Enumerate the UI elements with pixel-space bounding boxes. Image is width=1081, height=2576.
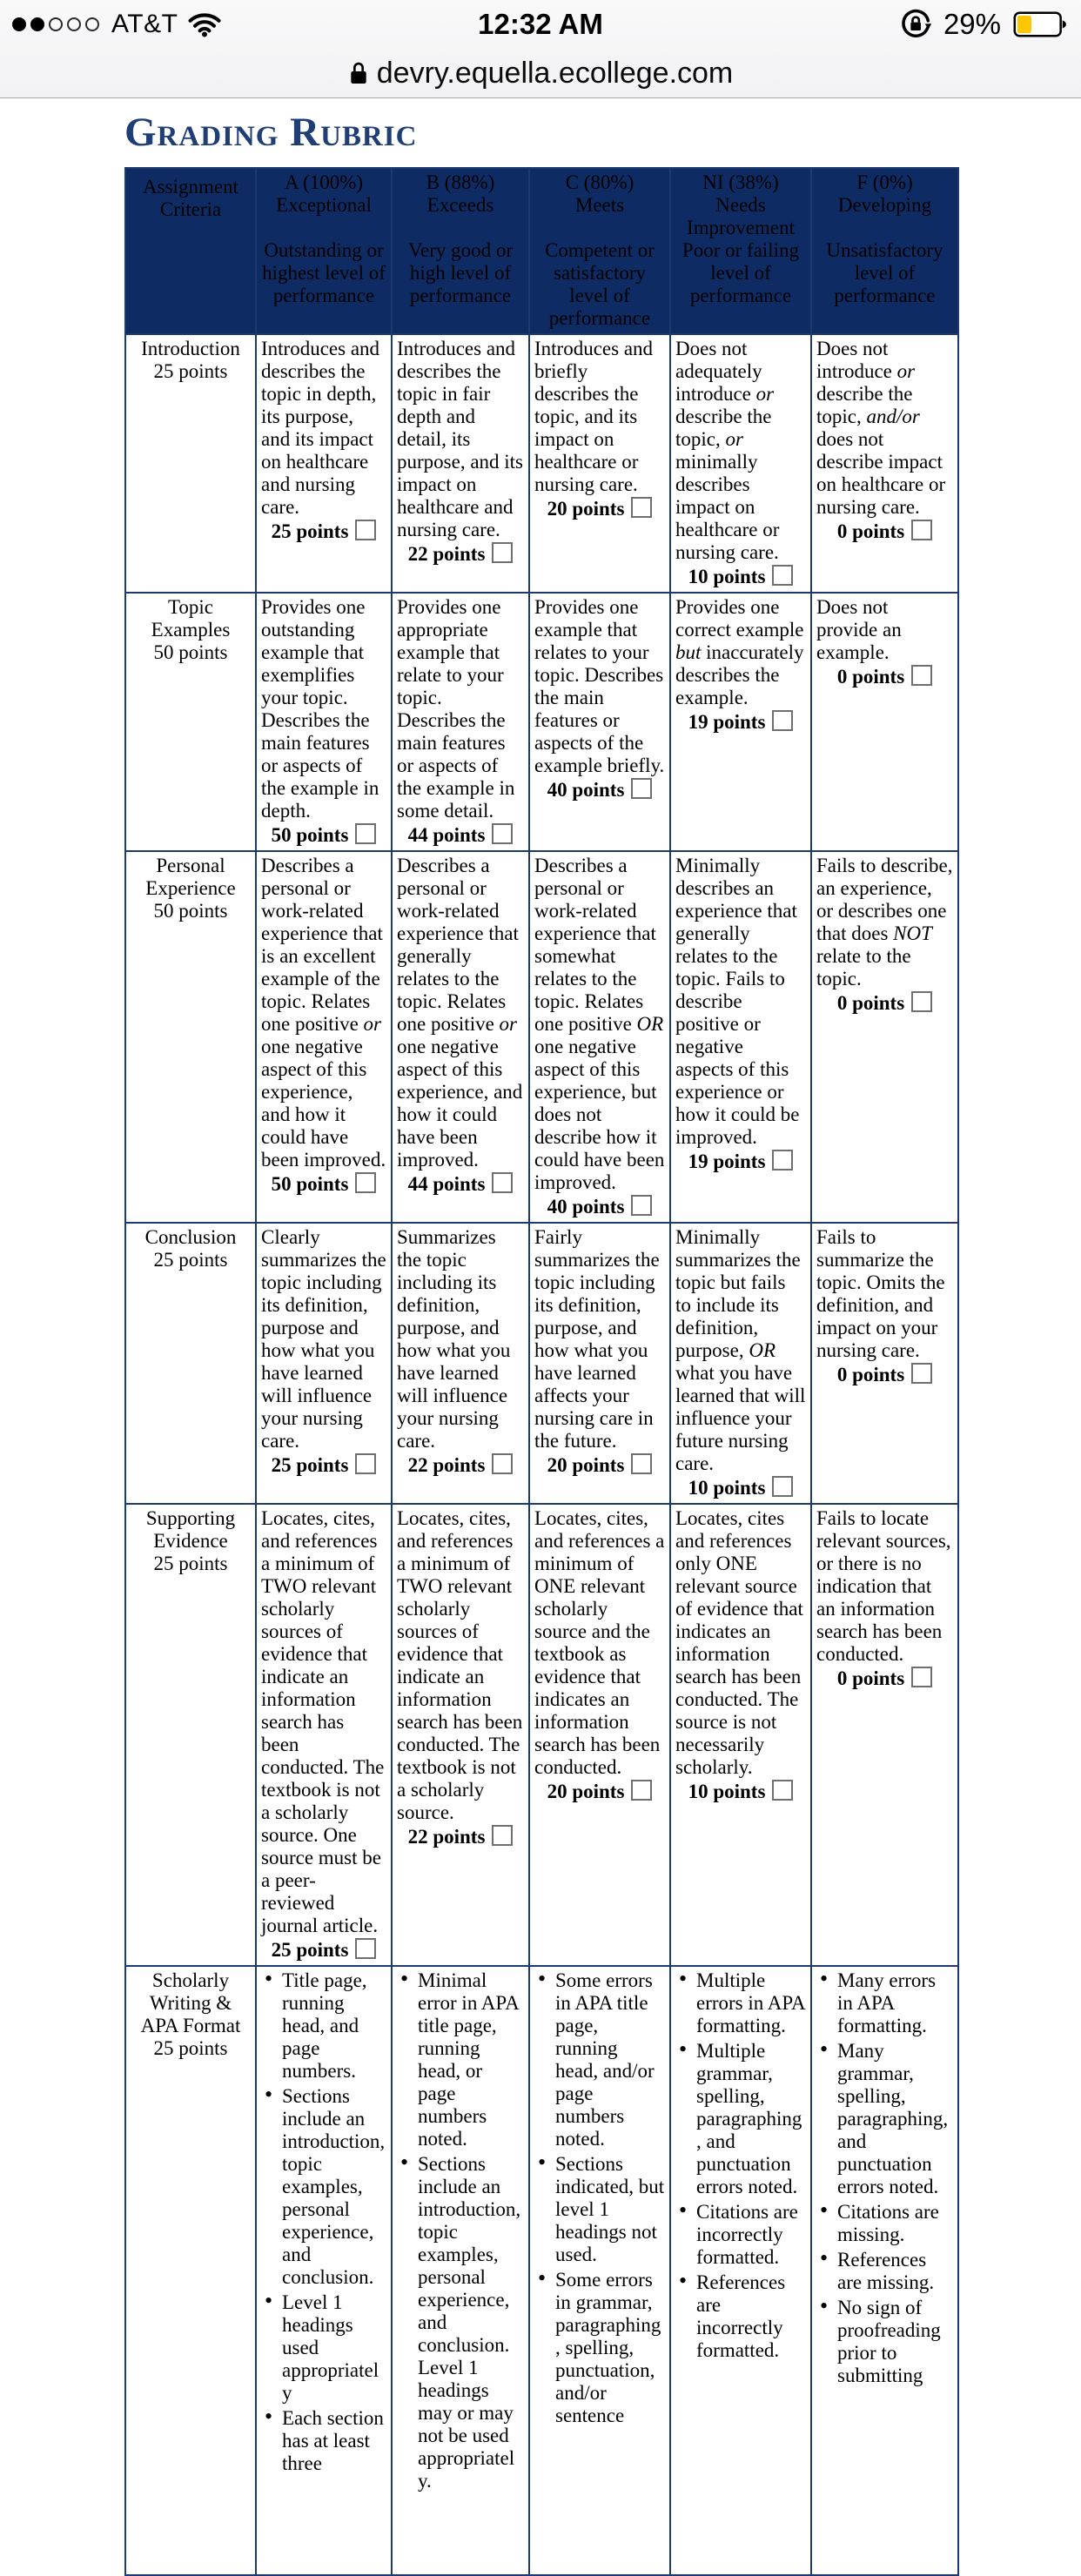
points-label: 0 points xyxy=(836,1667,905,1689)
rubric-row xyxy=(125,334,958,593)
points-checkbox[interactable] xyxy=(631,497,652,518)
bullet-item: • References are incorrectly formatted. xyxy=(696,2271,806,2362)
rubric-cell: Introduces and describes the topic in fair depth and detail, its purpose, and its impact on healthcare and nursing care. 22 points xyxy=(392,334,529,593)
rubric-cell: Introduces and describes the topic in depth, its purpose, and its impact on healthcare and nursing care. 25 points xyxy=(256,334,392,593)
url-domain-label: devry.equella.ecollege.com xyxy=(376,56,734,90)
points-checkbox[interactable] xyxy=(631,1195,652,1216)
points-label: 20 points xyxy=(547,497,625,520)
rubric-cell: Summarizes the topic including its definition, purpose, and how what you have learned will influence your nursing care. 22 points xyxy=(392,1223,529,1504)
battery-icon xyxy=(1011,10,1069,38)
rubric-cell: Locates, cites, and references a minimum of ONE relevant scholarly source and the textbook as evidence that indicates an information search has been conducted. 20 points xyxy=(529,1504,670,1966)
status-bar xyxy=(0,0,1081,49)
points-label: 50 points xyxy=(271,823,349,846)
points-label: 0 points xyxy=(836,520,905,542)
header-cell-f: F (0%) Developing Unsatisfactory level of performance xyxy=(811,168,958,334)
points-label: 40 points xyxy=(547,778,625,801)
page-title: Grading Rubric xyxy=(124,110,418,155)
bullet-item: • No sign of proofreading prior to submitting xyxy=(837,2297,953,2387)
points-label: 19 points xyxy=(688,1150,766,1172)
rubric-cell: Introduces and briefly describes the topic, and its impact on healthcare or nursing care. 20 points xyxy=(529,334,670,593)
criteria-cell: Conclusion 25 points xyxy=(125,1223,256,1504)
points-checkbox[interactable] xyxy=(492,542,513,563)
points-checkbox[interactable] xyxy=(631,1780,652,1801)
wifi-icon xyxy=(188,11,221,37)
points-label: 10 points xyxy=(688,1780,766,1802)
header-cell-a: A (100%) Exceptional Outstanding or highest level of performance xyxy=(256,168,392,334)
rubric-cell: Locates, cites, and references a minimum of TWO relevant scholarly sources of evidence that indicate an information search has been conducted. The textbook is not a scholarly source. 22 points xyxy=(392,1504,529,1966)
points-label: 25 points xyxy=(271,1938,349,1961)
rubric-header-row xyxy=(125,168,958,334)
criteria-cell: Supporting Evidence 25 points xyxy=(125,1504,256,1966)
points-checkbox[interactable] xyxy=(355,1453,376,1474)
header-cell-c: C (80%) Meets Competent or satisfactory level of performance xyxy=(529,168,670,334)
criteria-cell: Introduction 25 points xyxy=(125,334,256,593)
points-label: 0 points xyxy=(836,1363,905,1385)
battery-percent-label: 29% xyxy=(943,8,1001,40)
rubric-cell: Minimally summarizes the topic but fails to include its definition, purpose, OR what you have learned that will influence your future nursing care. 10 points xyxy=(670,1223,811,1504)
rubric-cell xyxy=(392,1966,529,2575)
points-label: 10 points xyxy=(688,1476,766,1499)
bullet-item: • Sections indicated, but level 1 headings not used. xyxy=(555,2153,665,2266)
criteria-cell: Scholarly Writing & APA Format 25 points xyxy=(125,1966,256,2575)
header-cell-ni: NI (38%) Needs Improvement Poor or failing level of performance xyxy=(670,168,811,334)
points-label: 40 points xyxy=(547,1195,625,1218)
points-checkbox[interactable] xyxy=(631,778,652,799)
bullet-item: • Sections include an introduction, topic examples, personal experience, and conclusion. xyxy=(282,2085,386,2289)
points-checkbox[interactable] xyxy=(772,1780,793,1801)
header-cell-b: B (88%) Exceeds Very good or high level of performance xyxy=(392,168,529,334)
rubric-cell: Does not introduce or describe the topic, and/or does not describe impact on healthcare or nursing care. 0 points xyxy=(811,334,958,593)
points-label: 50 points xyxy=(271,1172,349,1195)
points-label: 19 points xyxy=(688,710,766,733)
bullet-item: • Some errors in APA title page, running head, and/or page numbers noted. xyxy=(555,1969,665,2150)
bullet-item: • Multiple errors in APA formatting. xyxy=(696,1969,806,2037)
rubric-cell: Provides one appropriate example that relate to your topic. Describes the main features or aspects of the example in some detail. 44 points xyxy=(392,593,529,851)
points-checkbox[interactable] xyxy=(355,823,376,844)
rubric-cell: Provides one outstanding example that exemplifies your topic. Describes the main features or aspects of the example in depth. 50 points xyxy=(256,593,392,851)
grading-rubric-table xyxy=(124,167,959,2576)
points-checkbox[interactable] xyxy=(492,1825,513,1846)
bullet-item: • Minimal error in APA title page, running head, or page numbers noted. xyxy=(418,1969,524,2150)
bullet-item: • Many grammar, spelling, paragraphing, and punctuation errors noted. xyxy=(837,2040,953,2198)
rubric-row xyxy=(125,851,958,1223)
bullet-item: • Many errors in APA formatting. xyxy=(837,1969,953,2037)
web-page xyxy=(0,98,1081,2576)
points-checkbox[interactable] xyxy=(911,991,932,1012)
rubric-cell: Does not provide an example. 0 points xyxy=(811,593,958,851)
points-checkbox[interactable] xyxy=(492,1453,513,1474)
points-label: 44 points xyxy=(407,823,486,846)
points-label: 0 points xyxy=(836,665,905,688)
points-checkbox[interactable] xyxy=(355,520,376,540)
points-label: 20 points xyxy=(547,1780,625,1802)
points-checkbox[interactable] xyxy=(492,823,513,844)
points-checkbox[interactable] xyxy=(355,1172,376,1193)
https-lock-icon xyxy=(348,60,369,86)
rubric-cell: Describes a personal or work-related experience that generally relates to the topic. Relates one positive or one negative aspect of this experience, and how it could have been improved. 44 points xyxy=(392,851,529,1223)
bullet-item: • Some errors in grammar, paragraphing, spelling, punctuation, and/or sentence xyxy=(555,2269,665,2427)
points-label: 0 points xyxy=(836,991,905,1014)
points-label: 10 points xyxy=(688,565,766,587)
criteria-cell: Topic Examples 50 points xyxy=(125,593,256,851)
rubric-cell: Clearly summarizes the topic including its definition, purpose and how what you have learned will influence your nursing care. 25 points xyxy=(256,1223,392,1504)
points-label: 22 points xyxy=(407,542,486,565)
rubric-cell: Provides one example that relates to your topic. Describes the main features or aspects of the example briefly. 40 points xyxy=(529,593,670,851)
clock-label: 12:32 AM xyxy=(478,8,603,40)
rotation-lock-icon xyxy=(898,7,933,42)
points-checkbox[interactable] xyxy=(911,520,932,540)
points-checkbox[interactable] xyxy=(631,1453,652,1474)
points-checkbox[interactable] xyxy=(772,1150,793,1171)
rubric-cell: Describes a personal or work-related experience that somewhat relates to the topic. Relates one positive OR one negative aspect of this experience, but does not describe how it could have been improved. 40 points xyxy=(529,851,670,1223)
url-bar[interactable] xyxy=(0,49,1081,97)
criteria-cell: Personal Experience 50 points xyxy=(125,851,256,1223)
rubric-cell: Does not adequately introduce or describe the topic, or minimally describes impact on healthcare or nursing care. 10 points xyxy=(670,334,811,593)
points-checkbox[interactable] xyxy=(492,1172,513,1193)
points-checkbox[interactable] xyxy=(772,1476,793,1497)
rubric-cell xyxy=(529,1966,670,2575)
points-checkbox[interactable] xyxy=(772,710,793,731)
rubric-cell: Provides one correct example but inaccurately describes the example. 19 points xyxy=(670,593,811,851)
points-label: 44 points xyxy=(407,1172,486,1195)
rubric-row xyxy=(125,1504,958,1966)
points-checkbox[interactable] xyxy=(911,1667,932,1687)
bullet-item: • References are missing. xyxy=(837,2249,953,2294)
points-label: 22 points xyxy=(407,1825,486,1848)
rubric-cell: Locates, cites, and references a minimum of TWO relevant scholarly sources of evidence that indicate an information search has been conducted. The textbook is not a scholarly source. One source must be a peer-reviewed journal article. 25 points xyxy=(256,1504,392,1966)
points-label: 22 points xyxy=(407,1453,486,1476)
points-label: 25 points xyxy=(271,520,349,542)
rubric-cell: Describes a personal or work-related experience that is an excellent example of the topic. Relates one positive or one negative aspect of this experience, and how it could have been improved. 50 points xyxy=(256,851,392,1223)
rubric-row xyxy=(125,1223,958,1504)
rubric-row xyxy=(125,1966,958,2575)
points-label: 20 points xyxy=(547,1453,625,1476)
bullet-item: • Citations are missing. xyxy=(837,2201,953,2246)
rubric-cell: Fails to summarize the topic. Omits the definition, and impact on your nursing care. 0 points xyxy=(811,1223,958,1504)
rubric-cell: Fails to locate relevant sources, or there is no indication that an information search has been conducted. 0 points xyxy=(811,1504,958,1966)
rubric-cell: Minimally describes an experience that generally relates to the topic. Fails to describe positive or negative aspects of this experience or how it could be improved. 19 points xyxy=(670,851,811,1223)
bullet-item: • Sections include an introduction, topic examples, personal experience, and conclusion. Level 1 headings may or may not be used appropriately. xyxy=(418,2153,524,2492)
points-checkbox[interactable] xyxy=(911,665,932,686)
rubric-cell: Locates, cites and references only ONE relevant source of evidence that indicates an information search has been conducted. The source is not necessarily scholarly. 10 points xyxy=(670,1504,811,1966)
points-checkbox[interactable] xyxy=(772,565,793,586)
points-label: 25 points xyxy=(271,1453,349,1476)
rubric-cell: Fails to describe, an experience, or describes one that does NOT relate to the topic. 0 points xyxy=(811,851,958,1223)
bullet-item: • Level 1 headings used appropriately xyxy=(282,2291,386,2405)
points-checkbox[interactable] xyxy=(911,1363,932,1384)
carrier-label: AT&T xyxy=(111,10,178,38)
rubric-cell xyxy=(670,1966,811,2575)
rubric-cell xyxy=(811,1966,958,2575)
rubric-row xyxy=(125,593,958,851)
bullet-item: • Citations are incorrectly formatted. xyxy=(696,2201,806,2269)
header-cell-criteria: Assignment Criteria xyxy=(125,168,256,334)
cell-signal-icon xyxy=(12,17,99,31)
rubric-cell: Fairly summarizes the topic including its definition, purpose, and how what you have learned affects your nursing care in the future. 20 points xyxy=(529,1223,670,1504)
rubric-cell xyxy=(256,1966,392,2575)
bullet-item: • Title page, running head, and page numbers. xyxy=(282,1969,386,2083)
bullet-item: • Each section has at least three xyxy=(282,2407,386,2475)
bullet-item: • Multiple grammar, spelling, paragraphing, and punctuation errors noted. xyxy=(696,2040,806,2198)
points-checkbox[interactable] xyxy=(355,1938,376,1959)
safari-chrome xyxy=(0,0,1081,98)
